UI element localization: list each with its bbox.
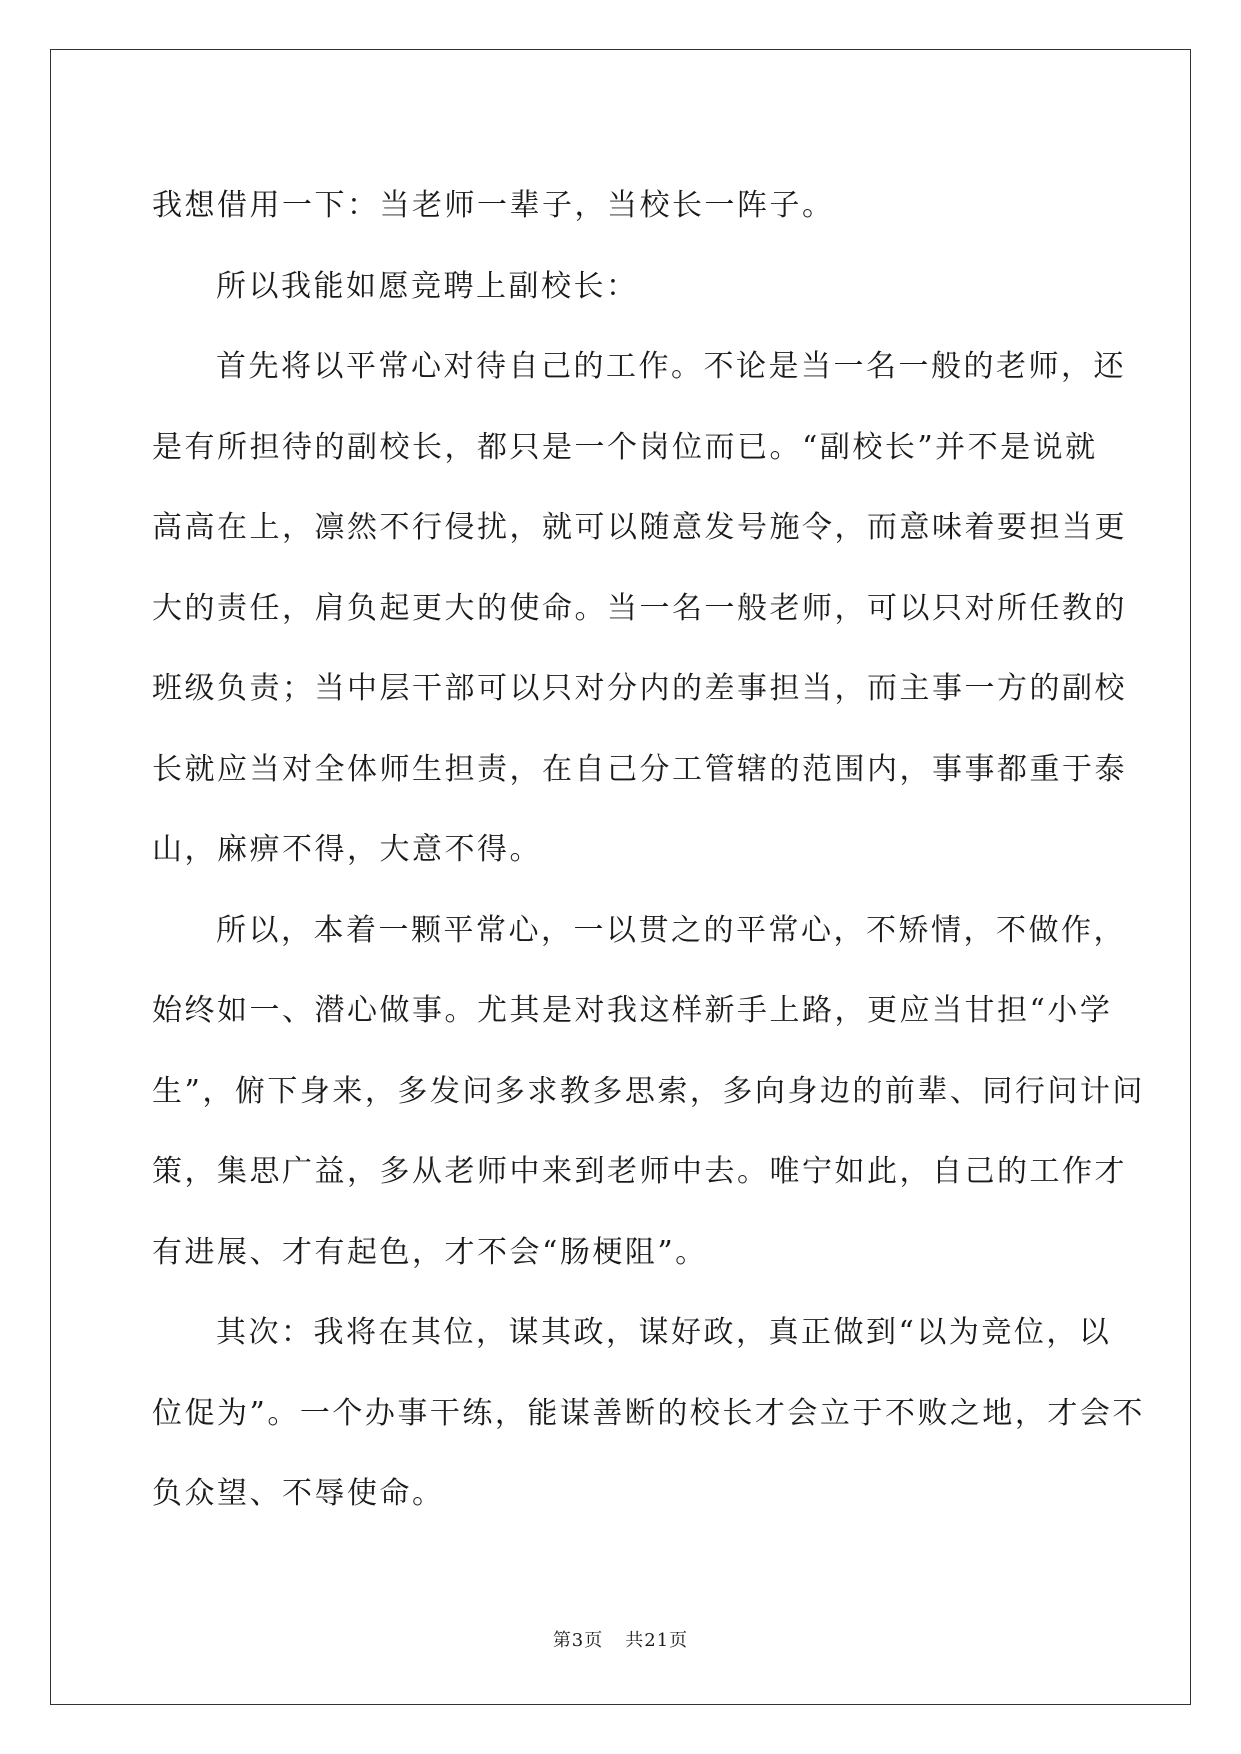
text-line: 班级负责；当中层干部可以只对分内的差事担当，而主事一方的副校 [152,671,1127,706]
text-line: 所以，本着一颗平常心，一以贯之的平常心，不矫情，不做作， [216,912,1126,948]
text-line: 高高在上，凛然不行侵扰，就可以随意发号施令，而意味着要担当更 [152,510,1127,545]
text-line: 我想借用一下：当老师一辈子，当校长一阵子。 [152,188,835,223]
text-line: 生”，俯下身来，多发问多求教多思索，多向身边的前辈、同行问计问 [152,1073,1145,1109]
paragraph-4 [152,891,1145,1294]
page-number: 第3页 [552,1630,604,1651]
document-body [152,166,1145,1535]
text-line: 所以我能如愿竞聘上副校长： [216,268,639,304]
page-footer [0,1626,1241,1652]
text-line: 有进展、才有起色，才不会“肠梗阻”。 [152,1234,708,1270]
text-line: 大的责任，肩负起更大的使命。当一名一般老师，可以只对所任教的 [152,590,1127,626]
text-line: 策，集思广益，多从老师中来到老师中去。唯宁如此，自己的工作才 [152,1154,1127,1189]
text-line: 山，麻痹不得，大意不得。 [152,832,542,867]
paragraph-1 [152,166,1082,247]
text-line: 始终如一、潜心做事。尤其是对我这样新手上路，更应当甘担“小学 [152,993,1113,1028]
paragraph-2 [152,247,1082,328]
text-line: 首先将以平常心对待自己的工作。不论是当一名一般的老师，还 [216,349,1126,384]
total-pages: 共21页 [625,1630,689,1651]
paragraph-5 [152,1293,1145,1535]
text-line: 是有所担待的副校长，都只是一个岗位而已。“副校长”并不是说就 [152,429,1098,465]
text-line: 负众望、不辱使命。 [152,1476,445,1511]
text-line: 长就应当对全体师生担责，在自己分工管辖的范围内，事事都重于泰 [152,751,1127,787]
text-line: 其次：我将在其位，谋其政，谋好政，真正做到“以为竞位，以 [216,1315,1112,1350]
text-line: 位促为”。一个办事干练，能谋善断的校长才会立于不败之地，才会不 [152,1395,1145,1431]
paragraph-3 [152,327,1127,891]
